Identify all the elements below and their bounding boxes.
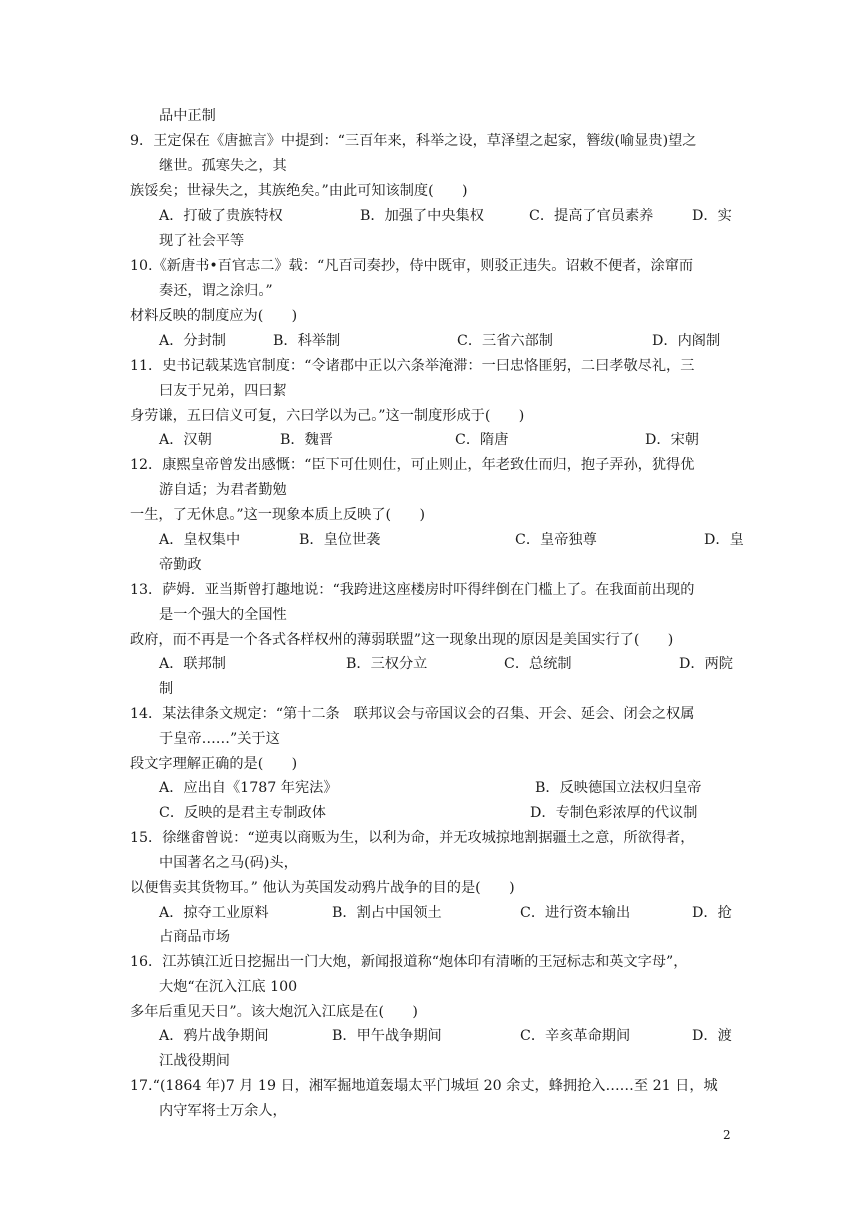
question-14-stem: 段文字理解正确的是( ) [130, 756, 298, 772]
question-13-stem: 政府，而不再是一个各式各样权州的薄弱联盟”这一现象出现的原因是美国实行了( ) [130, 632, 674, 648]
question-15-option-d-cont: 占商品市场 [159, 929, 230, 945]
question-12-option-b[interactable]: B．皇位世袭 [299, 532, 381, 548]
question-9-option-d-cont: 现了社会平等 [159, 233, 245, 249]
question-13-option-c[interactable]: C．总统制 [504, 656, 572, 672]
question-14-option-c[interactable]: C．反映的是君主专制政体 [159, 805, 326, 821]
question-12-stem: 12．康熙皇帝曾发出感慨：“臣下可仕则仕，可止则止，年老致仕而归，抱子弄孙，犹得优 [130, 457, 695, 473]
question-9-stem: 族馁矣；世禄失之，其族绝矣。”由此可知该制度( ) [130, 183, 468, 199]
question-12-option-d-cont: 帝勤政 [159, 557, 202, 573]
question-13-stem: 是一个强大的全国性 [159, 607, 287, 623]
page-number: 2 [723, 1128, 731, 1142]
question-16-option-c[interactable]: C．辛亥革命期间 [520, 1028, 631, 1044]
question-16-stem: 多年后重见天日”。该大炮沉入江底是在( ) [130, 1004, 418, 1020]
question-9-option-d[interactable]: D．实 [692, 208, 732, 224]
question-11-option-b[interactable]: B．魏晋 [280, 432, 333, 448]
question-9-option-b[interactable]: B．加强了中央集权 [360, 208, 484, 224]
question-14-option-d[interactable]: D．专制色彩浓厚的代议制 [530, 805, 698, 821]
question-12-option-d[interactable]: D．皇 [704, 532, 744, 548]
question-9-option-c[interactable]: C．提高了官员素养 [529, 208, 654, 224]
question-12-option-c[interactable]: C．皇帝独尊 [515, 532, 597, 548]
question-15-option-c[interactable]: C．进行资本输出 [520, 905, 631, 921]
question-17-stem: 内守军将士万余人， [159, 1103, 287, 1119]
question-11-stem: 身劳谦，五曰信义可复，六曰学以为己。”这一制度形成于( ) [130, 408, 525, 424]
question-10-option-c[interactable]: C．三省六部制 [457, 333, 553, 349]
question-15-stem: 以便售卖其货物耳。” 他认为英国发动鸦片战争的目的是( ) [130, 880, 515, 896]
question-13-option-b[interactable]: B．三权分立 [346, 656, 428, 672]
question-14-option-a[interactable]: A．应出自《1787 年宪法》 [159, 780, 338, 796]
question-10-stem: 材料反映的制度应为( ) [130, 308, 298, 324]
question-11-stem: 曰友于兄弟，四曰絜 [159, 383, 287, 399]
question-16-option-a[interactable]: A．鸦片战争期间 [159, 1028, 269, 1044]
question-10-option-b[interactable]: B．科举制 [273, 333, 341, 349]
question-10-option-d[interactable]: D．内阁制 [652, 333, 721, 349]
question-15-stem: 15．徐继畬曾说：“逆夷以商贩为生，以利为命，并无攻城掠地割据疆土之意，所欲得者， [130, 830, 695, 846]
question-12-stem: 一生，了无休息。”这一现象本质上反映了( ) [130, 507, 425, 523]
question-15-option-d[interactable]: D．抢 [692, 905, 732, 921]
question-14-stem: 14．某法律条文规定：“第十二条 联邦议会与帝国议会的召集、开会、延会、闭会之权属 [130, 706, 695, 722]
question-15-stem: 中国著名之马(码)头， [159, 855, 298, 871]
question-13-option-d[interactable]: D．两院 [679, 656, 733, 672]
question-17-stem: 17.“(1864 年)7 月 19 日，湘军掘地道轰塌太平门城垣 20 余丈，蜂拥抢入……至 21 日，城 [130, 1078, 718, 1094]
question-15-option-a[interactable]: A．掠夺工业原料 [159, 905, 269, 921]
question-14-stem: 于皇帝……”关于这 [159, 731, 280, 747]
question-9-stem: 继世。孤寒失之，其 [159, 158, 287, 174]
question-11-option-a[interactable]: A．汉朝 [159, 432, 212, 448]
question-16-option-b[interactable]: B．甲午战争期间 [332, 1028, 442, 1044]
question-14-option-b[interactable]: B．反映德国立法权归皇帝 [535, 780, 702, 796]
question-9-option-a[interactable]: A．打破了贵族特权 [159, 208, 283, 224]
question-13-option-d-cont: 制 [159, 681, 174, 697]
question-16-option-d-cont: 江战役期间 [159, 1053, 230, 1069]
question-11-option-d[interactable]: D．宋朝 [645, 432, 699, 448]
question-13-stem: 13．萨姆．亚当斯曾打趣地说：“我跨进这座楼房时吓得绊倒在门槛上了。在我面前出现的 [130, 582, 695, 598]
question-12-stem: 游自适；为君者勤勉 [159, 482, 287, 498]
question-11-stem: 11．史书记载某选官制度：“令诸郡中正以六条举淹滞：一曰忠恪匪躬，二曰孝敬尽礼，三 [130, 358, 695, 374]
text-line: 品中正制 [159, 108, 216, 124]
question-11-option-c[interactable]: C．隋唐 [455, 432, 509, 448]
question-16-stem: 大炮“在沉入江底 100 [159, 979, 298, 995]
question-12-option-a[interactable]: A．皇权集中 [159, 532, 241, 548]
question-13-option-a[interactable]: A．联邦制 [159, 656, 226, 672]
question-10-option-a[interactable]: A．分封制 [159, 333, 226, 349]
question-16-option-d[interactable]: D．渡 [692, 1028, 732, 1044]
question-10-stem: 10.《新唐书•百官志二》载：“凡百司奏抄，侍中既审，则驳正违失。诏敕不便者，涂窜而 [130, 258, 694, 274]
question-16-stem: 16．江苏镇江近日挖掘出一门大炮，新闻报道称“炮体印有清晰的王冠标志和英文字母”， [130, 954, 688, 970]
question-9-stem: 9．王定保在《唐摭言》中提到：“三百年来，科举之设，草泽望之起家，簪绂(喻显贵)望之 [130, 133, 697, 149]
question-10-stem: 奏还，谓之涂归。” [159, 283, 273, 299]
question-15-option-b[interactable]: B．割占中国领土 [332, 905, 442, 921]
